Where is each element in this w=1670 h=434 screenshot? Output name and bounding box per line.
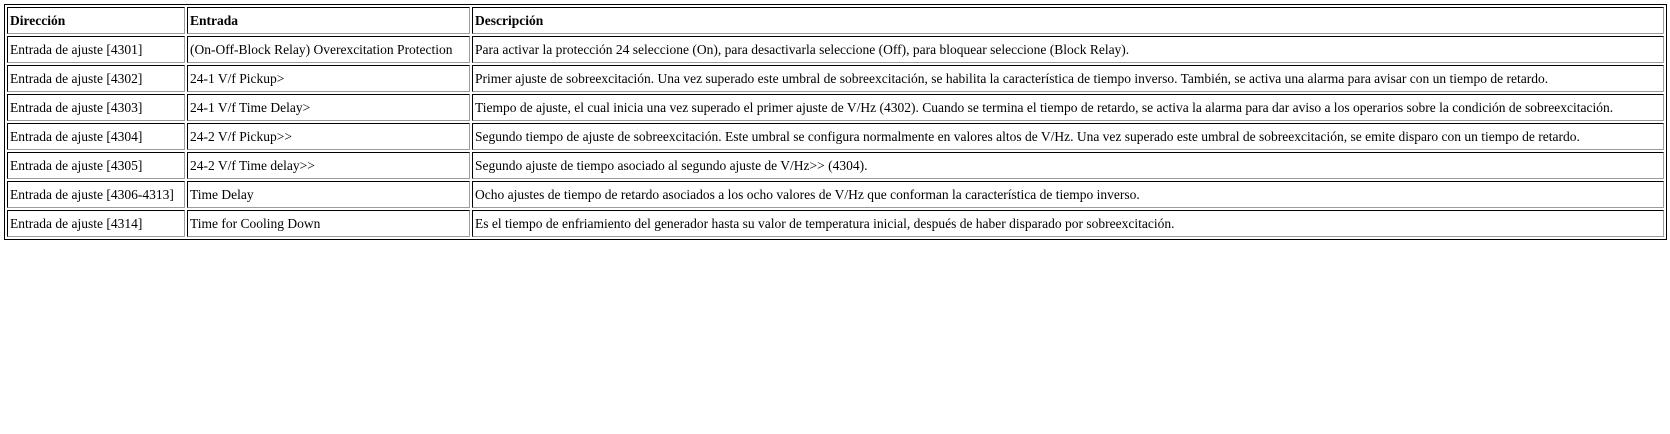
cell-direccion: Entrada de ajuste [4304] <box>7 123 185 150</box>
cell-descripcion: Primer ajuste de sobreexcitación. Una vez superado este umbral de sobreexcitación, se habilita la característica de tiempo inverso. También, se activa una alarma para avisar con un tiempo de retardo. <box>472 65 1664 92</box>
column-header-direccion: Dirección <box>7 7 185 34</box>
settings-table-container <box>4 4 1667 240</box>
table-row <box>7 123 1664 150</box>
column-header-descripcion: Descripción <box>472 7 1664 34</box>
cell-direccion: Entrada de ajuste [4302] <box>7 65 185 92</box>
cell-descripcion: Segundo ajuste de tiempo asociado al segundo ajuste de V/Hz>> (4304). <box>472 152 1664 179</box>
cell-direccion: Entrada de ajuste [4306-4313] <box>7 181 185 208</box>
settings-table <box>4 4 1667 240</box>
table-row <box>7 94 1664 121</box>
cell-entrada: 24-1 V/f Pickup> <box>187 65 470 92</box>
cell-direccion: Entrada de ajuste [4301] <box>7 36 185 63</box>
cell-descripcion: Ocho ajustes de tiempo de retardo asociados a los ocho valores de V/Hz que conforman la característica de tiempo inverso. <box>472 181 1664 208</box>
cell-direccion: Entrada de ajuste [4305] <box>7 152 185 179</box>
cell-descripcion: Tiempo de ajuste, el cual inicia una vez superado el primer ajuste de V/Hz (4302). Cuando se termina el tiempo de retardo, se activa la alarma para dar aviso a los operarios sobre la condición de sobreexcitación. <box>472 94 1664 121</box>
cell-direccion: Entrada de ajuste [4314] <box>7 210 185 237</box>
cell-entrada: 24-2 V/f Time delay>> <box>187 152 470 179</box>
table-row <box>7 36 1664 63</box>
table-row <box>7 210 1664 237</box>
cell-entrada: Time Delay <box>187 181 470 208</box>
cell-entrada: Time for Cooling Down <box>187 210 470 237</box>
cell-entrada: (On-Off-Block Relay) Overexcitation Protection <box>187 36 470 63</box>
table-row <box>7 152 1664 179</box>
cell-descripcion: Para activar la protección 24 seleccione (On), para desactivarla seleccione (Off), para bloquear seleccione (Block Relay). <box>472 36 1664 63</box>
cell-descripcion: Segundo tiempo de ajuste de sobreexcitación. Este umbral se configura normalmente en valores altos de V/Hz. Una vez superado este umbral de sobreexcitación, se emite disparo con un tiempo de retardo. <box>472 123 1664 150</box>
cell-descripcion: Es el tiempo de enfriamiento del generador hasta su valor de temperatura inicial, después de haber disparado por sobreexcitación. <box>472 210 1664 237</box>
cell-entrada: 24-2 V/f Pickup>> <box>187 123 470 150</box>
table-row <box>7 181 1664 208</box>
column-header-entrada: Entrada <box>187 7 470 34</box>
cell-entrada: 24-1 V/f Time Delay> <box>187 94 470 121</box>
cell-direccion: Entrada de ajuste [4303] <box>7 94 185 121</box>
table-row <box>7 65 1664 92</box>
header-row <box>7 7 1664 34</box>
